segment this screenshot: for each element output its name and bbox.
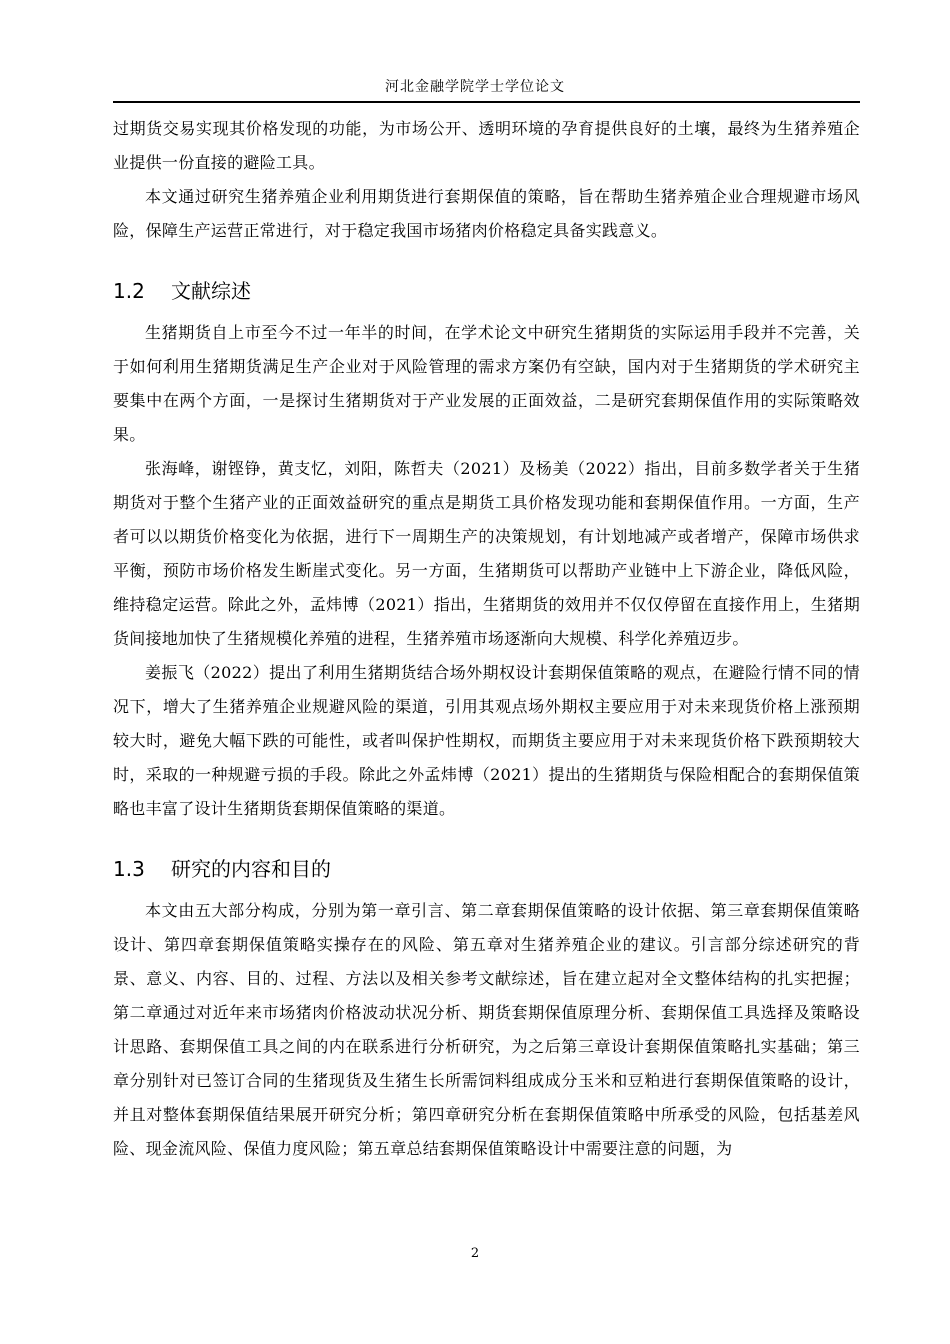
header-rule — [113, 101, 860, 103]
page-body — [113, 112, 860, 1166]
literature-paragraph-3: 姜振飞（2022）提出了利用生猪期货结合场外期权设计套期保值策略的观点，在避险行情不同的情况下，增大了生猪养殖企业规避风险的渠道，引用其观点场外期权主要应用于对未来现货价格上涨预期较大时，避免大幅下跌的可能性，或者叫保护性期权，而期货主要应用于对未来现货价格下跌预期较大时，采取的一种规避亏损的手段。除此之外孟炜博（2021）提出的生猪期货与保险相配合的套期保值策略也丰富了设计生猪期货套期保值策略的渠道。 — [113, 663, 860, 818]
literature-paragraph-2: 张海峰，谢铿铮，黄支忆，刘阳，陈哲夫（2021）及杨美（2022）指出，目前多数学者关于生猪期货对于整个生猪产业的正面效益研究的重点是期货工具价格发现功能和套期保值作用。一方面，生产者可以以期货价格变化为依据，进行下一周期生产的决策规划，有计划地减产或者增产，保障市场供求平衡，预防市场价格发生断崖式变化。另一方面，生猪期货可以帮助产业链中上下游企业，降低风险，维持稳定运营。除此之外，孟炜博（2021）指出，生猪期货的效用并不仅仅停留在直接作用上，生猪期货间接地加快了生猪规模化养殖的进程，生猪养殖市场逐渐向大规模、科学化养殖迈步。 — [113, 459, 860, 648]
content-paragraph-1: 本文由五大部分构成，分别为第一章引言、第二章套期保值策略的设计依据、第三章套期保值策略设计、第四章套期保值策略实操存在的风险、第五章对生猪养殖企业的建议。引言部分综述研究的背景、意义、内容、目的、过程、方法以及相关参考文献综述，旨在建立起对全文整体结构的扎实把握；第二章通过对近年来市场猪肉价格波动状况分析、期货套期保值原理分析、套期保值工具选择及策略设计思路、套期保值工具之间的内在联系进行分析研究，为之后第三章设计套期保值策略扎实基础；第三章分别针对已签订合同的生猪现货及生猪生长所需饲料组成成分玉米和豆粕进行套期保值策略的设计，并且对整体套期保值结果展开研究分析；第四章研究分析在套期保值策略中所承受的风险，包括基差风险、现金流风险、保值力度风险；第五章总结套期保值策略设计中需要注意的问题，为 — [113, 901, 860, 1158]
section-title: 研究的内容和目的 — [171, 857, 331, 881]
section-number: 1.3 — [113, 857, 145, 881]
section-heading-literature-review — [113, 276, 860, 306]
intro-paragraph: 本文通过研究生猪养殖企业利用期货进行套期保值的策略，旨在帮助生猪养殖企业合理规避市场风险，保障生产运营正常进行，对于稳定我国市场猪肉价格稳定具备实践意义。 — [113, 187, 860, 240]
section-heading-content-purpose — [113, 854, 860, 884]
section-number: 1.2 — [113, 279, 145, 303]
section-title: 文献综述 — [171, 279, 251, 303]
running-header: 河北金融学院学士学位论文 — [385, 79, 565, 95]
intro-paragraph-continued: 过期货交易实现其价格发现的功能，为市场公开、透明环境的孕育提供良好的土壤，最终为生猪养殖企业提供一份直接的避险工具。 — [113, 119, 860, 172]
page-number: 2 — [470, 1246, 480, 1261]
literature-paragraph-1: 生猪期货自上市至今不过一年半的时间，在学术论文中研究生猪期货的实际运用手段并不完善，关于如何利用生猪期货满足生产企业对于风险管理的需求方案仍有空缺，国内对于生猪期货的学术研究主要集中在两个方面，一是探讨生猪期货对于产业发展的正面效益，二是研究套期保值作用的实际策略效果。 — [113, 323, 860, 444]
